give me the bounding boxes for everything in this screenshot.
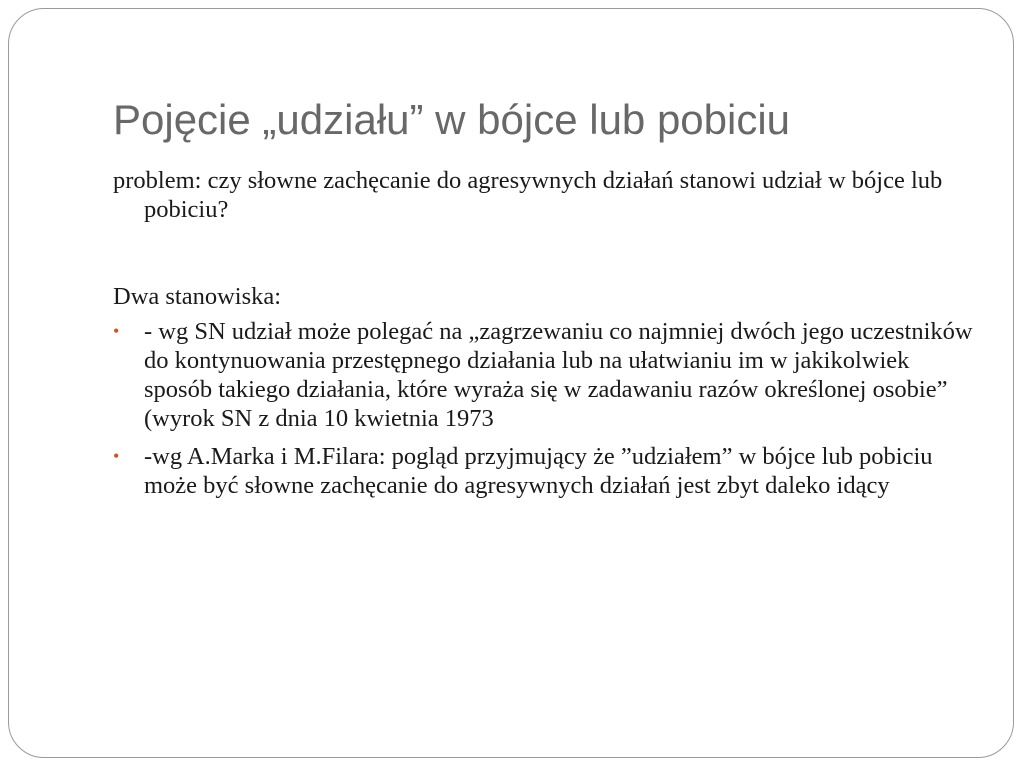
stances-heading: Dwa stanowiska: [113,283,282,310]
problem-paragraph: problem: czy słowne zachęcanie do agresywnych działań stanowi udział w bójce lub pobiciu? [113,167,943,223]
slide-title: Pojęcie „udziału” w bójce lub pobiciu [113,96,791,143]
bullet-text: - wg SN udział może polegać na „zagrzewaniu co najmniej dwóch jego uczestników do kontynuowania przestępnego działania lub na ułatwianiu im w jakikolwiek sposób takiego działania, które wyraża się w zadawaniu razów określonej osobie” (wyrok SN z dnia 10 kwietnia 1973 [144,318,973,432]
bullet-text: -wg A.Marka i M.Filara: pogląd przyjmujący że ”udziałem” w bójce lub pobiciu może być słowne zachęcanie do agresywnych działań jest zbyt daleko idący [144,443,933,499]
list-item [113,317,973,433]
bullet-icon: • [113,321,120,341]
list-item [113,442,973,500]
slide-body [113,166,973,509]
stances-list [113,317,973,500]
bullet-icon: • [113,446,120,466]
